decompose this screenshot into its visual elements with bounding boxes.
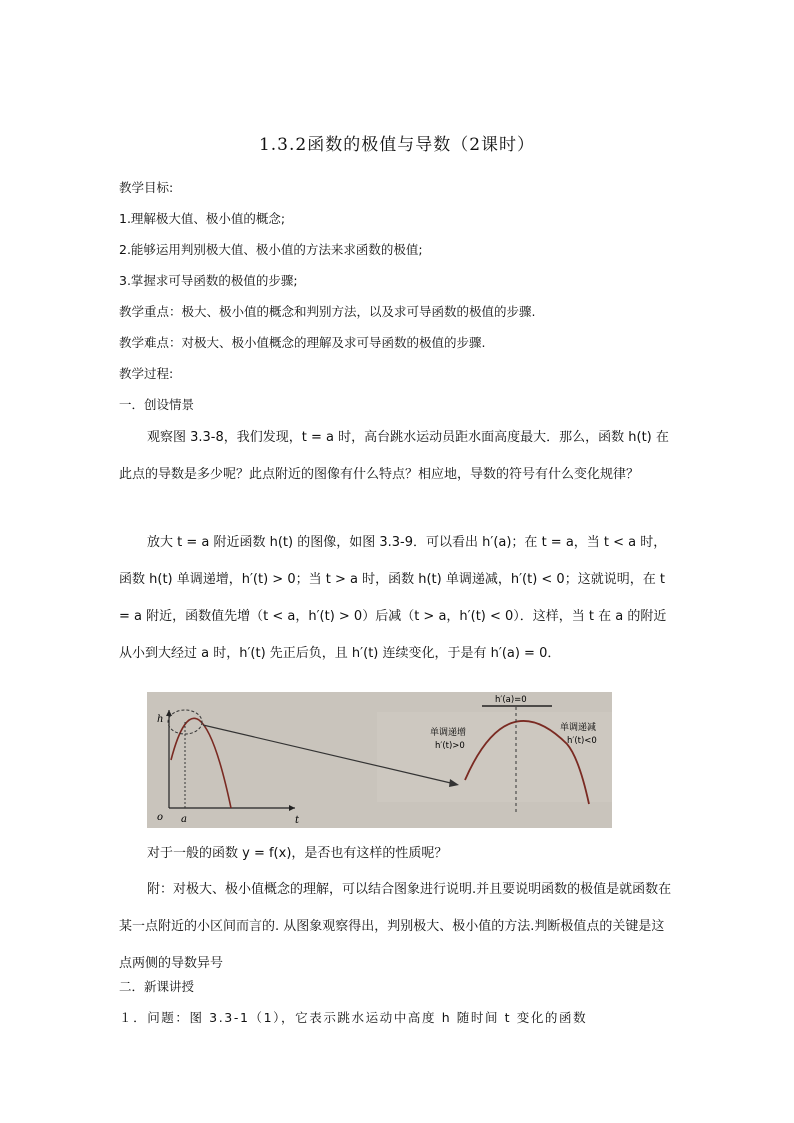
axis-t-label: t	[295, 815, 300, 826]
note-paragraph: 附：对极大、极小值概念的理解，可以结合图象进行说明.并且要说明函数的极值是就函数在某一点附近的小区间而言的. 从图象观察得出，判别极大、极小值的方法.判断极值点的关键是这点两侧的导数异号	[119, 882, 672, 971]
item-1-text: １．问题：图 3.3-1（1），它表示跳水运动中高度 h 随时间 t 变化的函数	[119, 1010, 588, 1025]
left-label-2: h′(t)>0	[435, 741, 465, 751]
origin-label: o	[157, 812, 164, 823]
objective-item: 1.理解极大值、极小值的概念;	[119, 211, 286, 226]
right-label-1: 单调递减	[560, 723, 597, 733]
key-points: 教学重点：极大、极小值的概念和判别方法，以及求可导函数的极值的步骤.	[119, 304, 536, 319]
section1-heading: 一．创设情景	[119, 397, 195, 412]
section2-heading: 二．新课讲授	[119, 979, 195, 994]
objective-item: 2.能够运用判别极大值、极小值的方法来求函数的极值;	[119, 242, 423, 257]
page-title: 1.3.2函数的极值与导数（2课时）	[258, 135, 536, 155]
tick-a-label: a	[181, 814, 187, 825]
paragraph-1: 观察图 3.3-8，我们发现，t = a 时，高台跳水运动员距水面高度最大．那么，函数 h(t) 在此点的导数是多少呢？此点附近的图像有什么特点？相应地，导数的符号有什么变化规律？	[119, 430, 669, 482]
objectives-heading: 教学目标:	[119, 180, 174, 195]
axis-h-label: h	[157, 714, 164, 725]
paragraph-2: 放大 t = a 附近函数 h(t) 的图像，如图 3.3-9．可以看出 h′(a)；在 t = a，当 t < a 时，函数 h(t) 单调递增，h′(t) > 0；当 t > a 时，函数 h(t) 单调递减，h′(t) < 0；这就说明，在 t = a 附近，函数值先增（t < a，h′(t) > 0）后减（t > a，h′(t) < 0）．这样，当 t 在 a 的附近从小到大经过 a 时，h′(t) 先正后负，且 h′(t) 连续变化，于是有 h′(a) = 0．	[119, 535, 667, 661]
top-label: h′(a)=0	[495, 695, 527, 705]
process-heading: 教学过程:	[119, 366, 174, 381]
difficulties: 教学难点：对极大、极小值概念的理解及求可导函数的极值的步骤.	[119, 335, 486, 350]
right-label-2: h′(t)<0	[567, 736, 597, 746]
objective-item: 3.掌握求可导函数的极值的步骤;	[119, 273, 298, 288]
question-text: 对于一般的函数 y = f(x)，是否也有这样的性质呢？	[147, 846, 448, 861]
figure-3-3-9	[147, 692, 612, 828]
left-label-1: 单调递增	[430, 728, 467, 738]
